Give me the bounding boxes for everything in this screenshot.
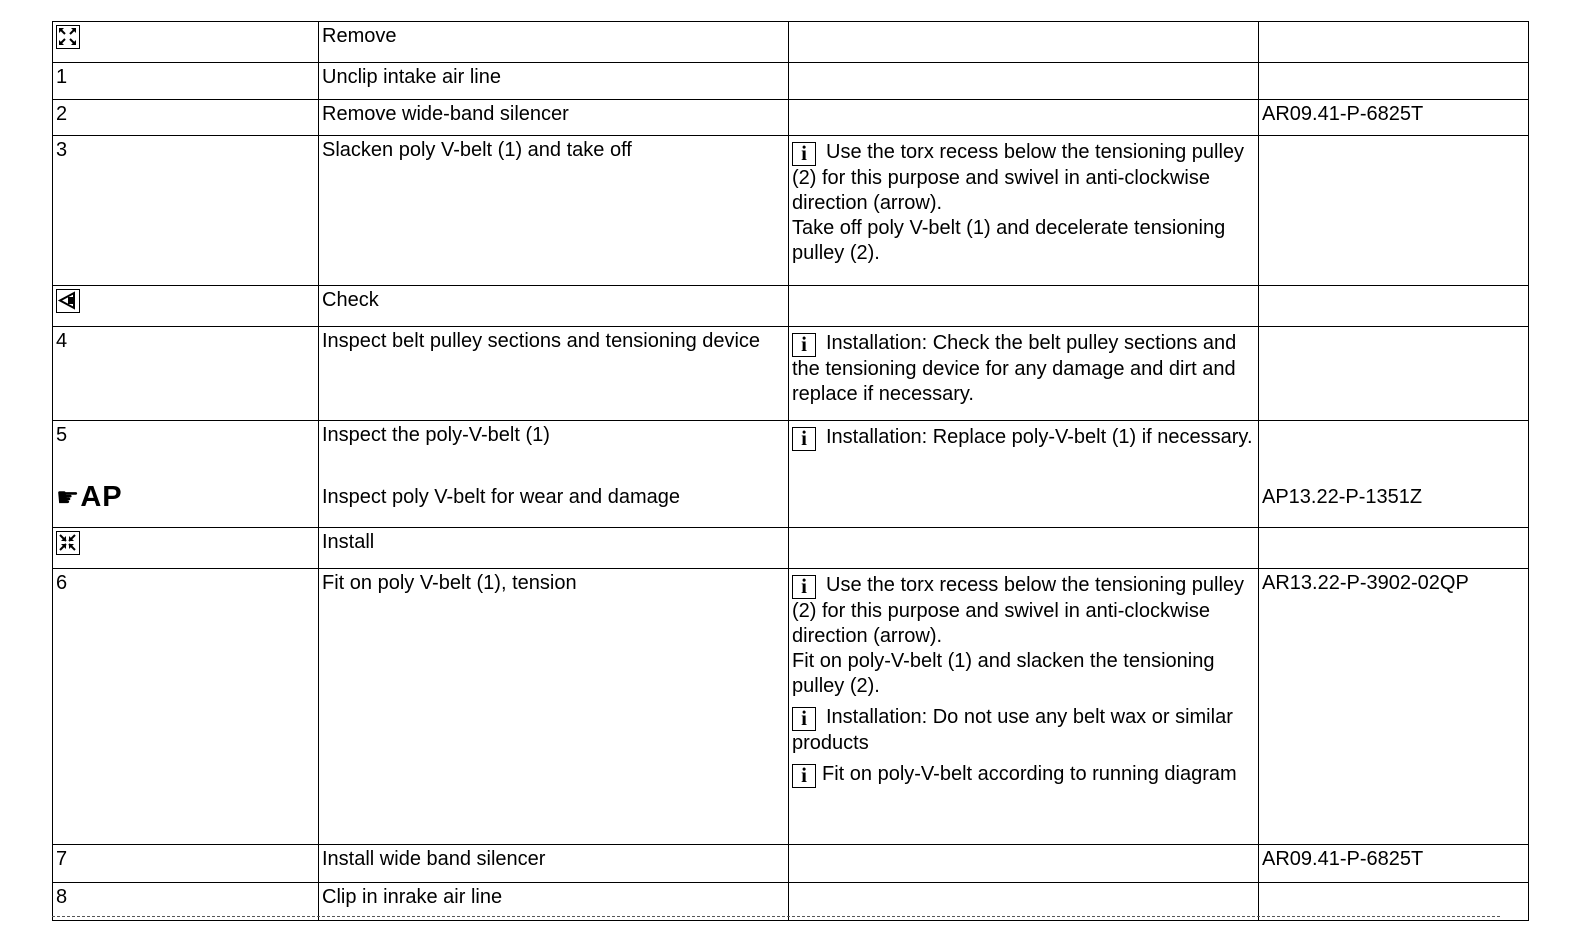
action-cell: Install [319, 528, 789, 569]
ref-cell[interactable]: AR13.22-P-3902-02QP [1259, 569, 1529, 845]
step-cell: 3 [53, 136, 319, 286]
ref-cell [1259, 421, 1529, 528]
action-cell: Inspect belt pulley sections and tensioning device [319, 327, 789, 421]
note-cell [789, 569, 1259, 845]
step-cell: 4 [53, 327, 319, 421]
ref-cell [1259, 286, 1529, 327]
step-number: 5 [56, 424, 68, 446]
note-text: Fit on poly-V-belt according to running diagram [822, 763, 1237, 785]
ap-label: AP [80, 481, 123, 513]
ref-cell[interactable]: AR09.41-P-6825T [1259, 845, 1529, 883]
step-cell: 1 [53, 63, 319, 100]
table-row [53, 883, 1529, 921]
info-note [792, 762, 1255, 788]
action-cell: Fit on poly V-belt (1), tension [319, 569, 789, 845]
action-cell: Slacken poly V-belt (1) and take off [319, 136, 789, 286]
ref-cell [1259, 327, 1529, 421]
action-text: Inspect the poly-V-belt (1) [322, 424, 550, 446]
info-note [792, 331, 1255, 407]
table-row [53, 22, 1529, 63]
info-icon: i [792, 427, 816, 451]
table-row [53, 136, 1529, 286]
note-cell [789, 286, 1259, 327]
step-cell: 2 [53, 100, 319, 136]
note-cell [789, 22, 1259, 63]
procedure-table [52, 21, 1529, 921]
action-cell: Remove [319, 22, 789, 63]
step-cell [53, 286, 319, 327]
action-cell: Remove wide-band silencer [319, 100, 789, 136]
page-bottom-rule [52, 916, 1500, 917]
sub-action-text: Inspect poly V-belt for wear and damage [322, 486, 680, 508]
note-text: Use the torx recess below the tensioning pulley (2) for this purpose and swivel in anti-clockwise direction (arrow). [792, 141, 1245, 214]
pointing-hand-icon: ☛ [56, 482, 81, 512]
note-text: Take off poly V-belt (1) and decelerate tensioning pulley (2). [792, 217, 1226, 264]
note-cell [789, 136, 1259, 286]
info-icon: i [792, 764, 816, 788]
sub-ref-link[interactable]: AP13.22-P-1351Z [1262, 486, 1423, 508]
table-row [53, 845, 1529, 883]
step-cell [53, 421, 319, 528]
action-cell: Check [319, 286, 789, 327]
info-icon: i [792, 142, 816, 166]
note-cell [789, 100, 1259, 136]
step-cell [53, 528, 319, 569]
info-note [792, 140, 1255, 266]
table-row [53, 63, 1529, 100]
note-cell [789, 421, 1259, 528]
table-row [53, 327, 1529, 421]
table-row [53, 569, 1529, 845]
action-cell: Install wide band silencer [319, 845, 789, 883]
note-cell [789, 327, 1259, 421]
check-symbol-icon [56, 289, 80, 313]
action-cell: Unclip intake air line [319, 63, 789, 100]
step-cell: 6 [53, 569, 319, 845]
ref-cell [1259, 136, 1529, 286]
note-cell [789, 528, 1259, 569]
install-symbol-icon [56, 531, 80, 555]
ref-cell [1259, 22, 1529, 63]
action-cell: Clip in inrake air line [319, 883, 789, 921]
ap-marker [56, 481, 315, 513]
info-icon: i [792, 333, 816, 357]
info-icon: i [792, 707, 816, 731]
note-cell [789, 883, 1259, 921]
ref-cell [1259, 63, 1529, 100]
note-text: Installation: Replace poly-V-belt (1) if necessary. [826, 426, 1253, 448]
remove-symbol-icon [56, 25, 80, 49]
step-cell [53, 22, 319, 63]
note-text: Use the torx recess below the tensioning pulley (2) for this purpose and swivel in anti-clockwise direction (arrow). [792, 574, 1245, 647]
note-cell [789, 845, 1259, 883]
ref-cell[interactable]: AR09.41-P-6825T [1259, 100, 1529, 136]
step-cell: 7 [53, 845, 319, 883]
table-row [53, 100, 1529, 136]
info-icon: i [792, 575, 816, 599]
table-row [53, 421, 1529, 528]
info-note [792, 573, 1255, 699]
info-note [792, 705, 1255, 756]
note-text: Installation: Check the belt pulley sections and the tensioning device for any damage and dirt and replace if necessary. [792, 332, 1237, 405]
note-text: Installation: Do not use any belt wax or similar products [792, 706, 1233, 754]
info-note [792, 425, 1255, 451]
note-cell [789, 63, 1259, 100]
step-cell: 8 [53, 883, 319, 921]
note-text: Fit on poly-V-belt (1) and slacken the tensioning pulley (2). [792, 650, 1215, 697]
table-row [53, 286, 1529, 327]
ref-cell [1259, 528, 1529, 569]
table-row [53, 528, 1529, 569]
action-cell [319, 421, 789, 528]
ref-cell [1259, 883, 1529, 921]
